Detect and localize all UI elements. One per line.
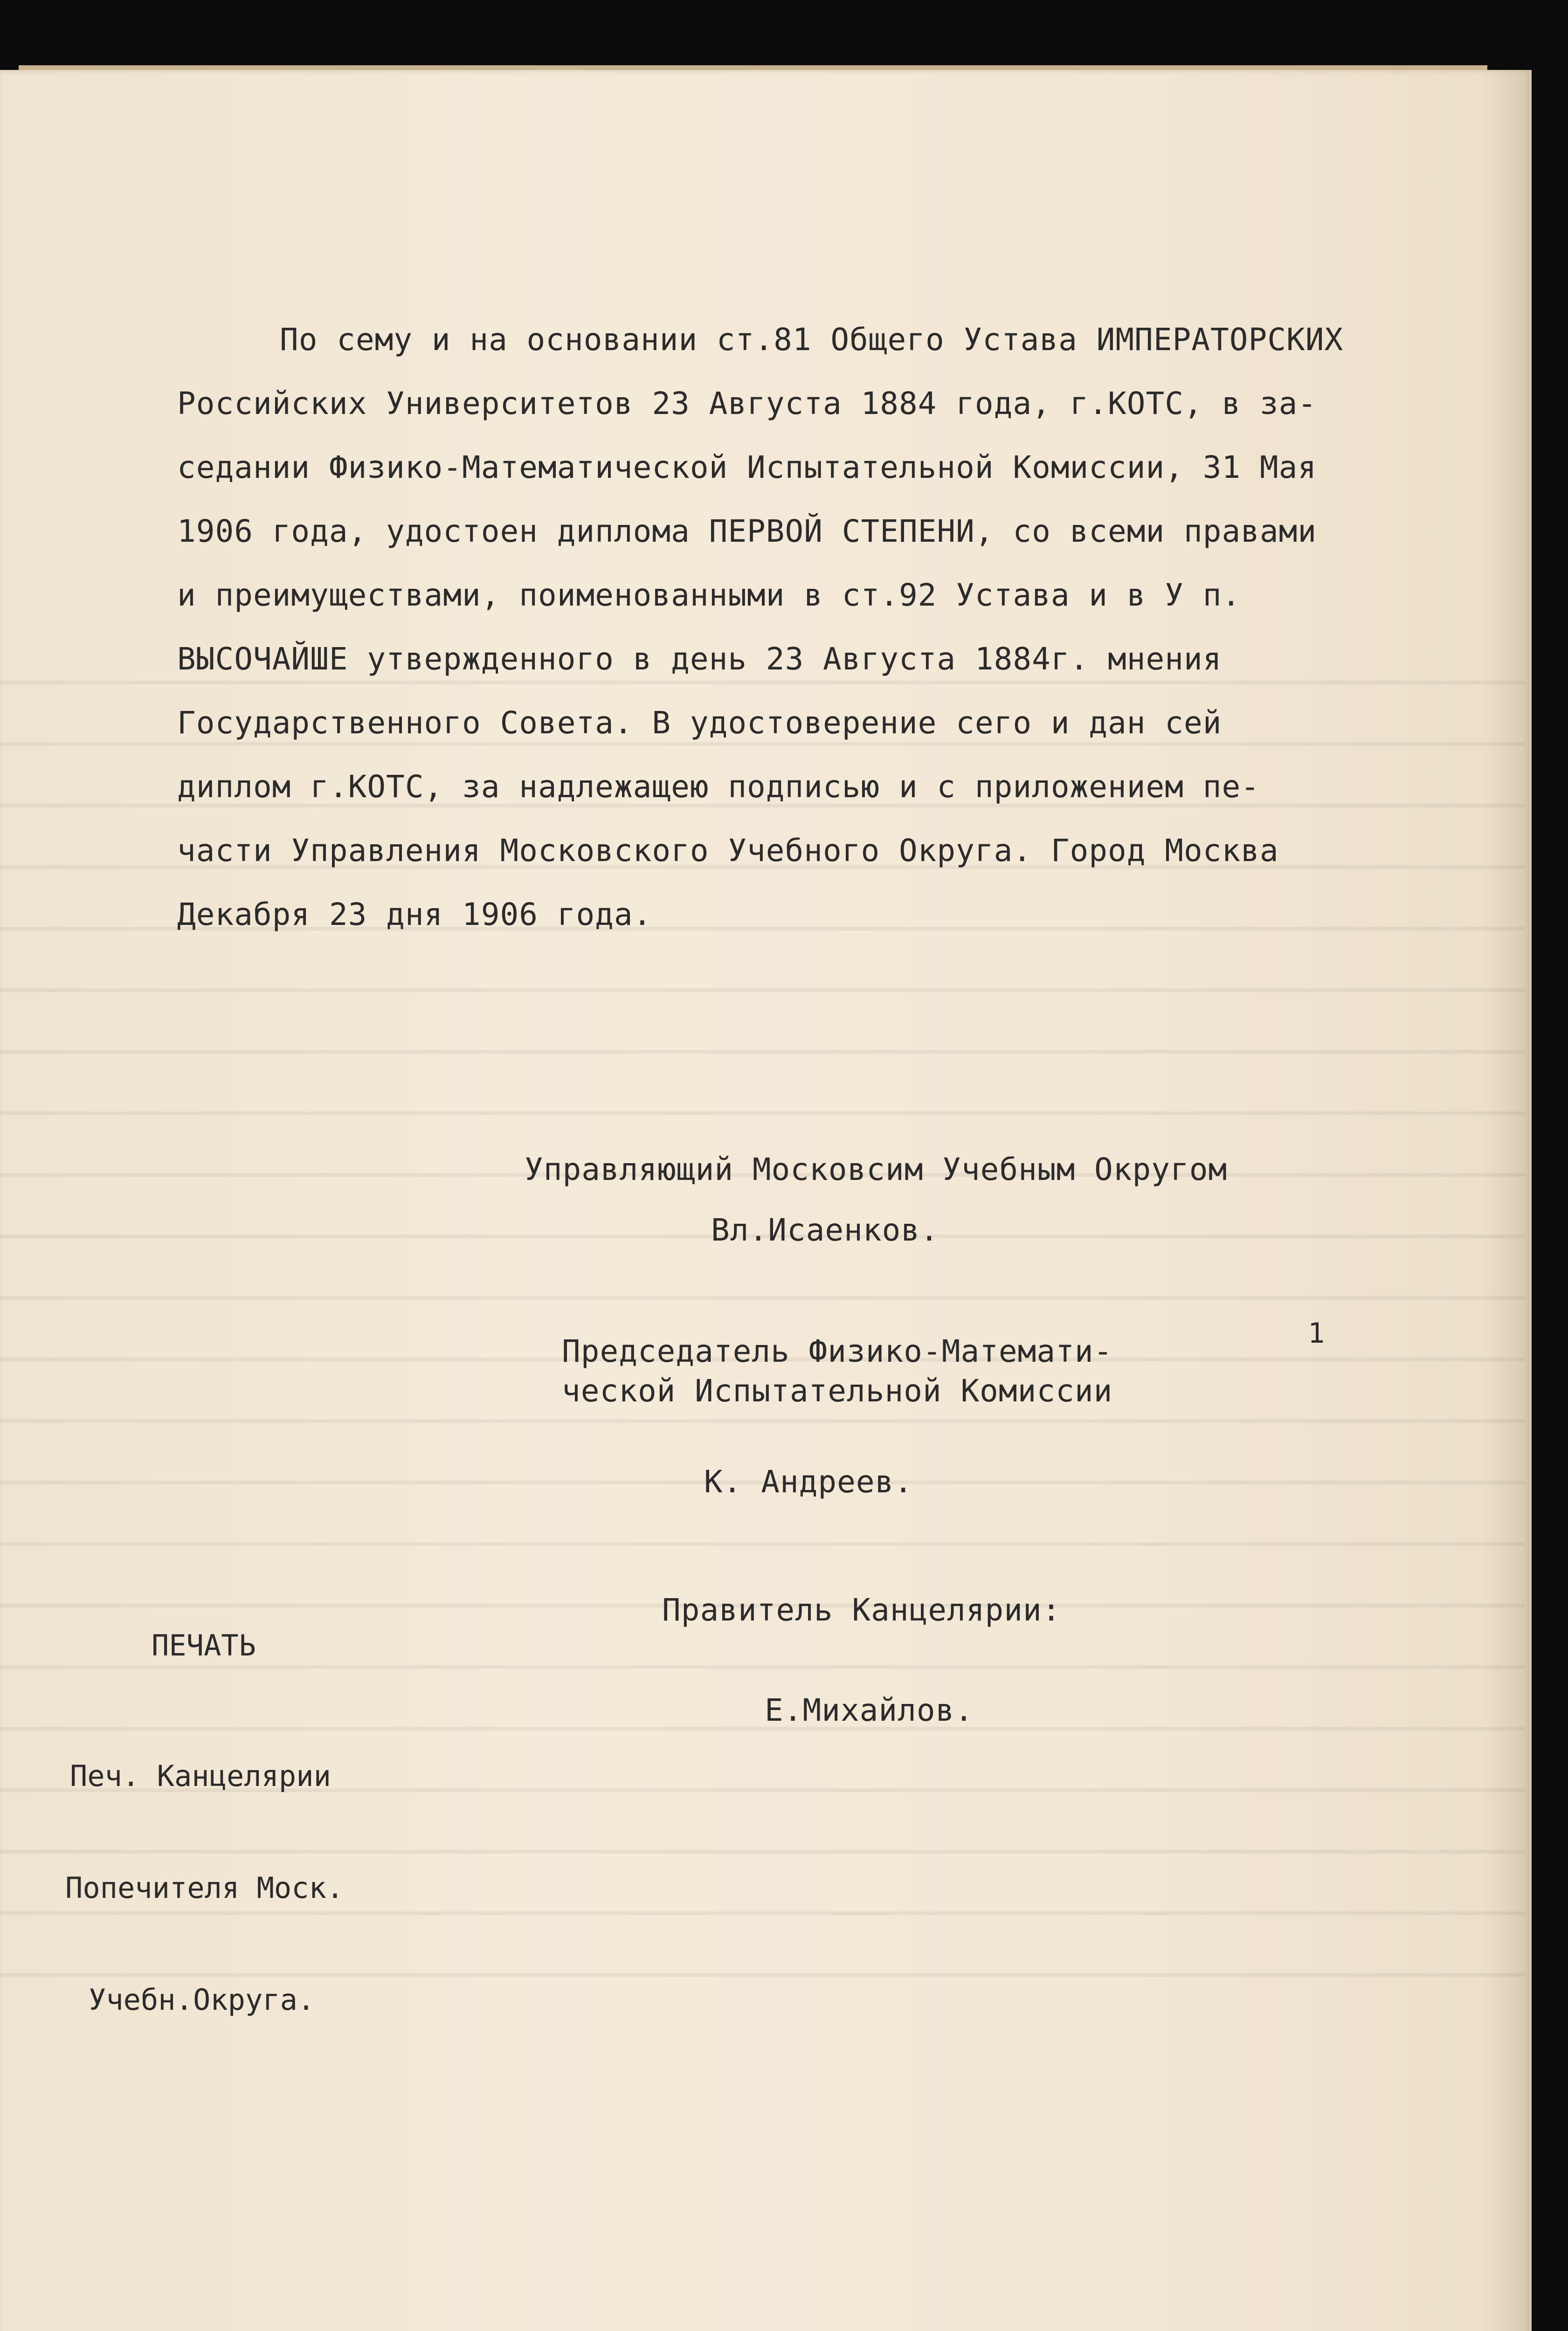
office-name: Е.Михайлов. — [765, 1692, 974, 1728]
body-line: седании Физико-Математической Испытательной Комиссии, 31 Мая — [177, 449, 1317, 485]
office-title: Правитель Канцелярии: — [662, 1592, 1061, 1628]
curator-title: Управляющий Московсим Учебным Округом — [525, 1152, 1228, 1187]
seal-note — [65, 1552, 344, 2056]
chairman-title-line1: Председатель Физико-Математи- — [562, 1333, 1113, 1369]
page-number-stamp: 1 — [1308, 1317, 1325, 1350]
diploma-body-text — [177, 308, 1539, 946]
body-line: Российских Университетов 23 Августа 1884 года, г.КОТС, в за- — [177, 386, 1317, 421]
chairman-name: К. Андреев. — [704, 1464, 913, 1500]
body-line: диплом г.КОТС, за надлежащею подписью и с приложением пе- — [177, 769, 1260, 805]
body-line: ВЫСОЧАЙШЕ утвержденного в день 23 Августа 1884г. мнения — [177, 641, 1222, 677]
body-line: части Управления Московского Учебного Округа. Город Москва — [177, 833, 1279, 869]
body-line: 1906 года, удостоен диплома ПЕРВОЙ СТЕПЕНИ, со всеми правами — [177, 513, 1317, 549]
seal-line: Печ. Канцелярии — [70, 1759, 331, 1793]
body-line: и преимуществами, поименованными в ст.92 Устава и в У п. — [177, 577, 1241, 613]
seal-heading: ПЕЧАТЬ — [152, 1628, 256, 1662]
body-line: Декабря 23 дня 1906 года. — [177, 897, 652, 932]
curator-name: Вл.Исаенков. — [711, 1212, 939, 1248]
seal-line: Попечителя Моск. — [65, 1871, 344, 1905]
chairman-title-line2: ческой Испытательной Комиссии — [562, 1373, 1113, 1409]
seal-line: Учебн.Округа. — [89, 1983, 315, 2017]
body-line: Государственного Совета. В удостоверение сего и дан сей — [177, 705, 1222, 741]
body-line: По сему и на основании ст.81 Общего Устава ИМПЕРАТОРСКИХ — [280, 322, 1344, 358]
